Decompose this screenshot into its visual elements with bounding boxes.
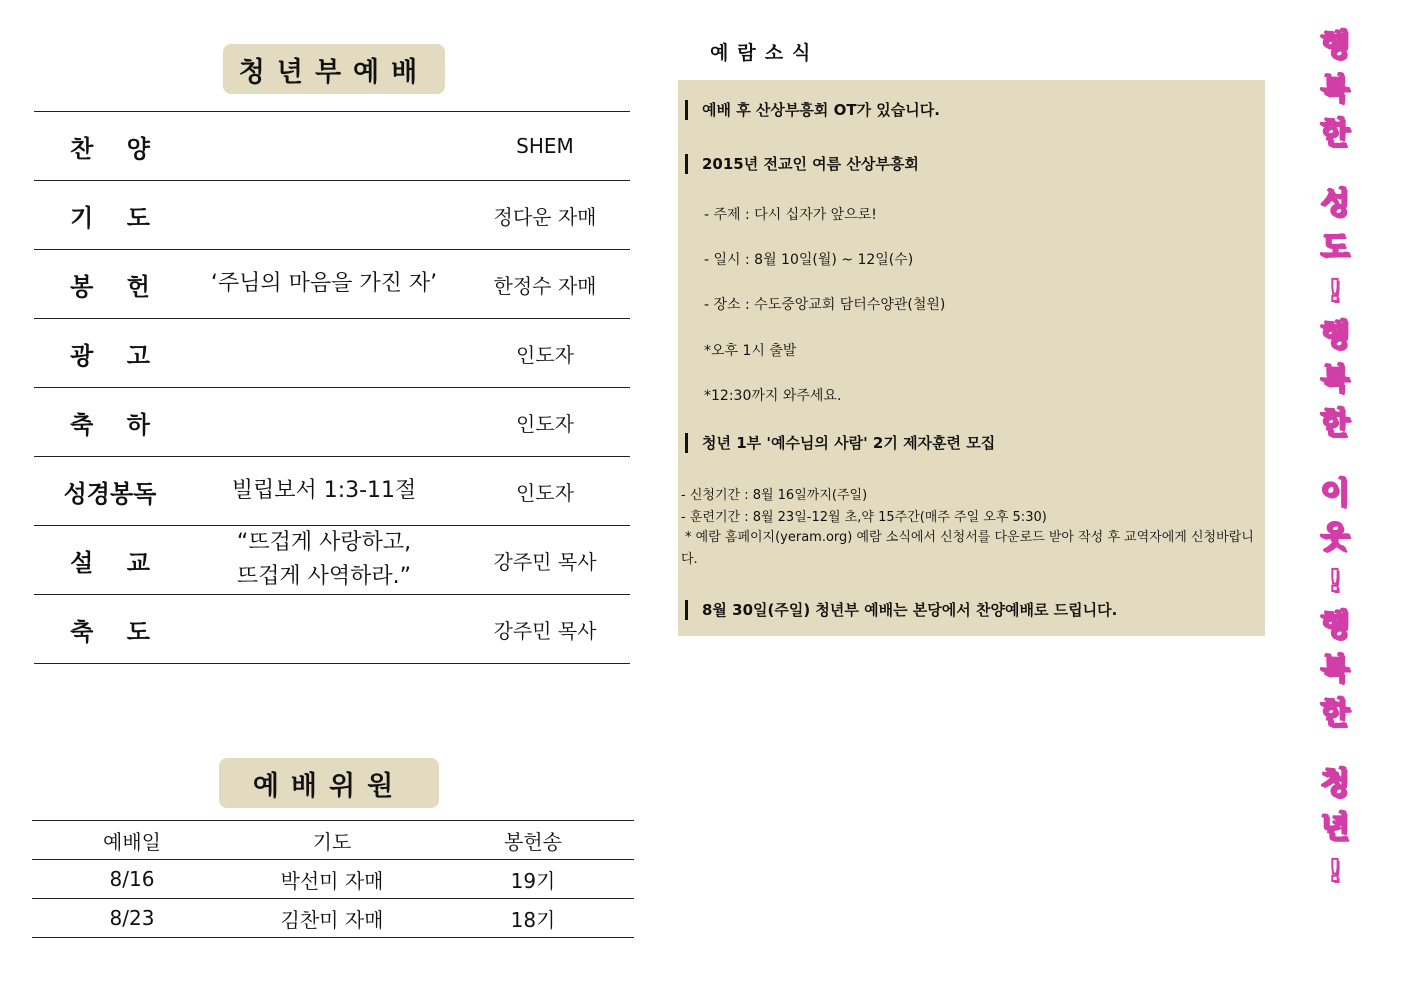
worship-committee-title: 예배위원 — [219, 758, 439, 808]
committee-header-row — [32, 821, 634, 860]
side-char: ! — [1328, 854, 1342, 889]
order-row — [34, 387, 630, 456]
news-box — [678, 80, 1265, 636]
order-row — [34, 525, 630, 594]
side-char: 복 — [1320, 652, 1350, 687]
side-char: 행 — [1320, 28, 1350, 63]
order-item: 기 도 — [70, 203, 150, 232]
side-slogan — [1300, 25, 1370, 955]
order-content — [194, 388, 454, 456]
news-item: *오후 1시 출발 — [704, 343, 797, 359]
order-item: 봉 헌 — [70, 272, 150, 301]
news-item: *12:30까지 와주세요. — [704, 388, 842, 404]
order-content: “뜨겁게 사랑하고, 뜨겁게 사역하라.” — [236, 530, 412, 589]
committee-header: 예배일 — [32, 821, 232, 860]
side-char: 청 — [1320, 766, 1350, 801]
order-leader: 인도자 — [516, 342, 574, 367]
order-item: 축 하 — [70, 410, 150, 439]
order-item: 축 도 — [70, 617, 150, 646]
order-leader: SHEM — [516, 134, 574, 158]
order-row — [34, 594, 630, 664]
side-char: 웃 — [1320, 520, 1350, 555]
side-char: 복 — [1320, 362, 1350, 397]
side-char: ! — [1328, 274, 1342, 309]
committee-prayer: 김찬미 자매 — [232, 899, 432, 938]
order-leader: 정다운 자매 — [493, 204, 597, 229]
committee-offering-song: 18기 — [432, 899, 634, 938]
order-row — [34, 318, 630, 387]
side-char: 도 — [1320, 230, 1350, 265]
committee-header: 기도 — [232, 821, 432, 860]
order-item: 설 교 — [70, 548, 150, 577]
committee-row — [32, 860, 634, 899]
worship-order-table — [34, 111, 630, 664]
committee-prayer: 박선미 자매 — [232, 860, 432, 899]
worship-committee-table — [32, 820, 634, 938]
order-item: 성경봉독 — [63, 479, 157, 508]
order-row — [34, 249, 630, 318]
side-char: 행 — [1320, 608, 1350, 643]
order-item: 광 고 — [70, 341, 150, 370]
news-item: 청년 1부 '예수님의 사람' 2기 제자훈련 모집 — [685, 433, 995, 453]
order-row — [34, 111, 630, 180]
committee-date: 8/23 — [32, 899, 232, 938]
order-content — [194, 595, 454, 663]
news-item: * 예람 홈페이지(yeram.org) 예람 소식에서 신청서를 다운로드 받아 작성 후 교역자에게 신청바랍니다. — [681, 530, 1254, 567]
news-item: - 장소 : 수도중앙교회 담터수양관(철원) — [704, 297, 946, 313]
order-content — [194, 181, 454, 249]
news-item: - 훈련기간 : 8월 23일-12월 초,약 15주간(매주 주일 오후 5:30) — [681, 510, 1047, 525]
worship-order-title: 청년부예배 — [223, 44, 445, 94]
side-char: ! — [1328, 564, 1342, 599]
order-content: ‘주님의 마음을 가진 자’ — [210, 271, 438, 296]
news-title: 예람소식 — [710, 42, 820, 64]
order-item: 찬 양 — [70, 134, 150, 163]
order-leader: 강주민 목사 — [493, 549, 597, 574]
order-content: 빌립보서 1:3-11절 — [231, 478, 417, 503]
news-item: 2015년 전교인 여름 산상부흥회 — [685, 154, 919, 174]
order-leader: 강주민 목사 — [493, 618, 597, 643]
order-leader: 인도자 — [516, 480, 574, 505]
committee-row — [32, 899, 634, 938]
side-char: 성 — [1320, 186, 1350, 221]
side-char: 행 — [1320, 318, 1350, 353]
side-char: 이 — [1320, 476, 1350, 511]
news-item: - 일시 : 8월 10일(월) ~ 12일(수) — [704, 252, 914, 268]
order-row — [34, 456, 630, 525]
side-char: 한 — [1320, 406, 1350, 441]
news-item: 8월 30일(주일) 청년부 예배는 본당에서 찬양예배로 드립니다. — [685, 600, 1117, 620]
news-item: - 주제 : 다시 십자가 앞으로! — [704, 207, 877, 223]
order-row — [34, 180, 630, 249]
committee-date: 8/16 — [32, 860, 232, 899]
side-char: 한 — [1320, 696, 1350, 731]
side-char: 복 — [1320, 72, 1350, 107]
order-content — [194, 319, 454, 387]
order-leader: 인도자 — [516, 411, 574, 436]
order-leader: 한정수 자매 — [493, 273, 597, 298]
news-item: - 신청기간 : 8월 16일까지(주일) — [681, 488, 868, 503]
news-item: 예배 후 산상부흥회 OT가 있습니다. — [685, 100, 940, 120]
committee-offering-song: 19기 — [432, 860, 634, 899]
committee-header: 봉헌송 — [432, 821, 634, 860]
side-char: 한 — [1320, 116, 1350, 151]
order-content — [194, 112, 454, 180]
side-char: 년 — [1320, 810, 1350, 845]
